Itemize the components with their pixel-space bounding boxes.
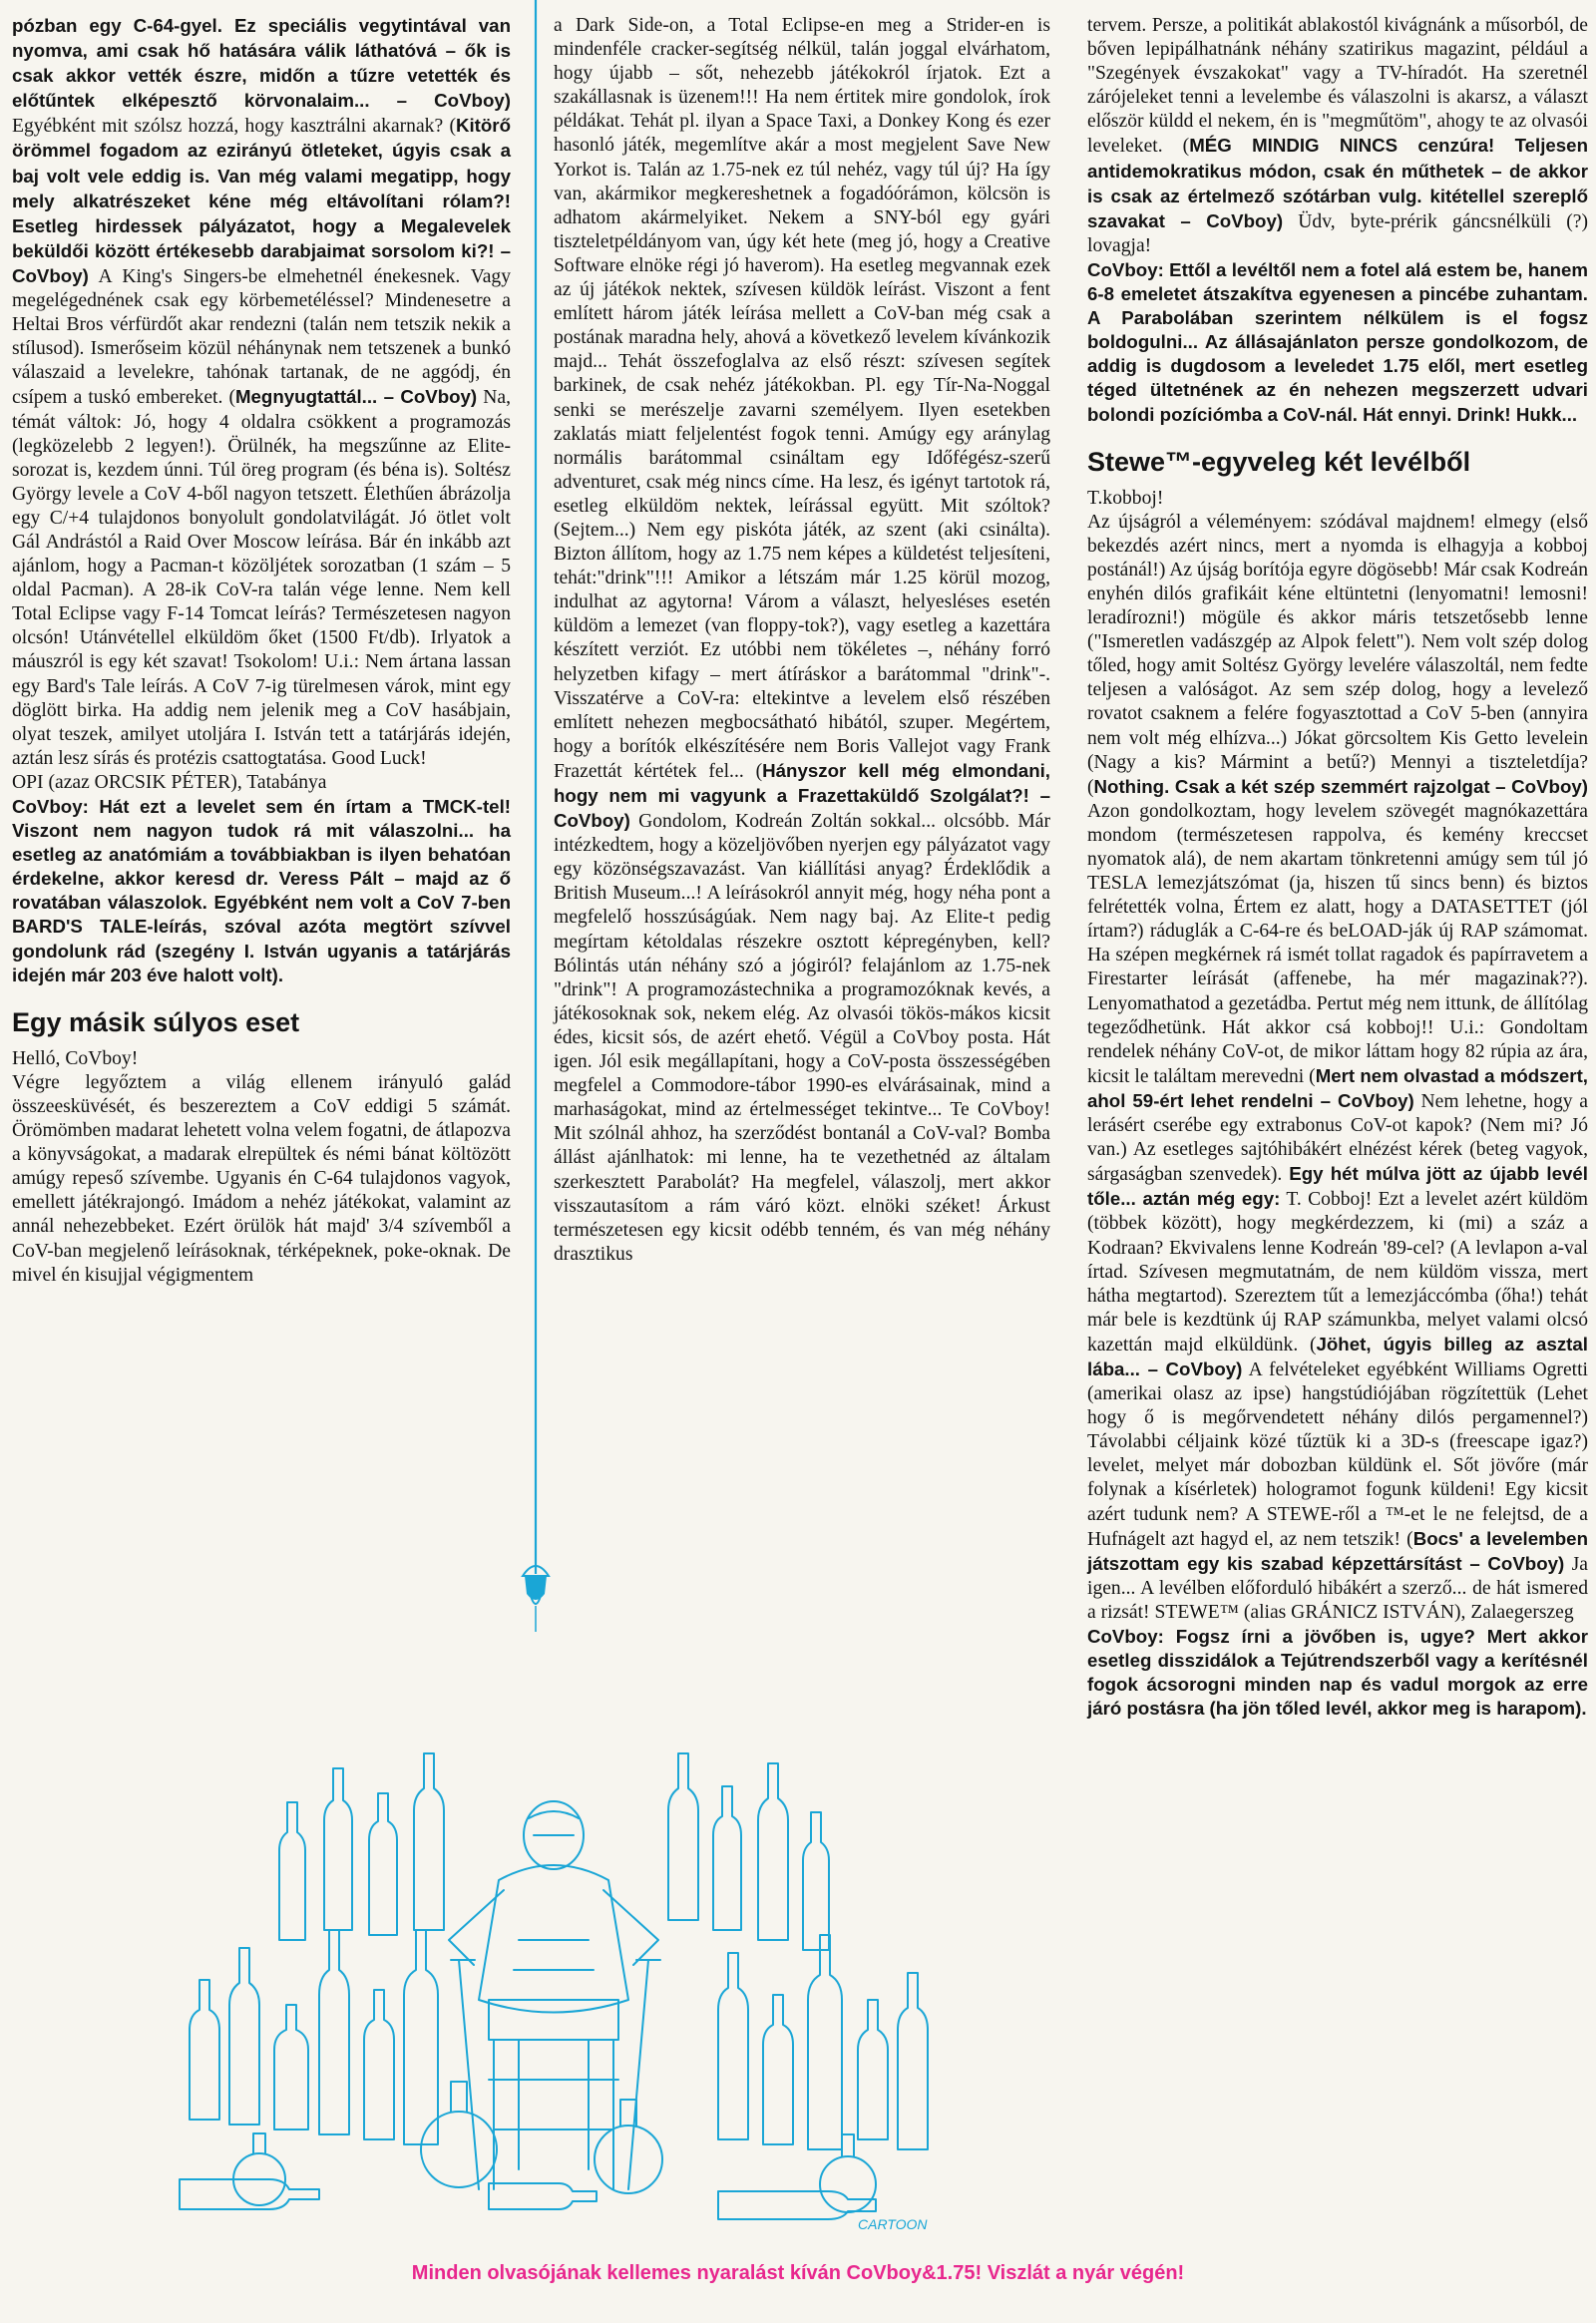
column-left [12,14,511,1286]
cartoon-illustration [160,1741,978,2239]
editor-reply-3: CoVboy: Fogsz írni a jövőben is, ugye? Mert akkor esetleg disszidálok a Tejútrendszerből vagy a kerítésnél fogok ácsorogni minden nap és vadul morgok az erre járó postásra (ha jön tőled levél, akkor meg is harapom). [1087,1626,1588,1720]
letter-2-continued [554,14,1050,1267]
cartoon-signature: CARTOON [858,2216,928,2232]
letter-text: Az újságról a véleményem: szódával majdnem! elmegy (első bekezdés azért nincs, mert a nyomda is elhagyja a kobboj postánál!) Az újság borítója egyre dögösebb! Már csak Kodreán enyhén dilós grafikáit kéne eltüntetni (lenyomatni! lemosni! leradírozni!) mögüle és akkor máris tetszetősebb lenne ("Ismeretlen vadászgép az Alpok felett"). Nem volt szép dolog tőled, hogy amit Soltész György levelére válaszoltál, nem fedte teljesen a valóságot. Az sem szép dolog, hogy a levelező rovatot csaknem a felére fogyasztottad a CoV 5-ben (annyira nem volt még elhízva...) Jókat görcsoltem Kis Getto levelein (Nagy a kis? Mármint a betű?) Mennyi a tiszteletdíja? ( [1087,511,1588,798]
letter-3-body [1087,511,1588,1625]
editor-reply-inline: Hányszor kell még elmondani, hogy nem mi vagyunk a Frazettaküldő Szolgálat?! – CoVboy) [554,759,1050,832]
column-right [1087,14,1588,2238]
letter-1-body [12,14,511,771]
editor-reply-inline: Megnyugtattál... – CoVboy) [234,386,478,408]
letter-text: Ja igen... A levélben előforduló hibákért a szerző... de hát ismered a rizsát! STEWE™ (alias GRÁNICZ ISTVÁN), Zalaegerszeg [1087,1553,1588,1623]
letter-2-body: Végre legyőztem a világ ellenem irányuló galád összeesküvését, és beszereztem a CoV eddigi 5 számát. Örömömben madarat lehetett volna velem fogatni, de átlapozva a könyvságokat, a madarak elrepültek és némi bánat költözött amúgy repeső szívembe. Ugyanis én C-64 tulajdonos vagyok, emellett játékrajongó. Imádom a nehéz játékokat, valamint az annál nehezebbeket. Ezért örülök hát majd' 3/4 szívemből a CoV-ban megjelenő leírásoknak, térképeknek, poke-oknak. De mivel én kisujjal végigmentem [12,1071,511,1286]
section-heading-2: Stewe™-egyveleg két levélből [1087,446,1471,477]
letter-text: Na, témát váltok: Jó, hogy 4 oldalra csökkent a programozás (legközelebb 2 legyen!). Örülnék, ha megszűnne az Elite-sorozat is, kezdem únni. Túl öreg program (és béna is). Soltész György levele a CoV 4-ből nagyon tetszett. Élethűen ábrázolja egy C/+4 tulajdonos bonyolult gondolatvilágát. Jó ötlet volt Gál Andrástól a Raid Over Moscow leírása. Bár én inkább azt ajánlom, hogy a Pacman-t közöljétek sorozatban (1 szám – 5 oldal Pacman). A 28-ik CoV-ra talán vége lenne. Nem kell Total Eclipse vagy F-14 Tomcat leírás? Természetesen nagyon olcsón! Utánvétellel elküldöm őket (1500 Ft/db). Irlyatok a máuszról is egy két szavat! Tsokolom! U.i.: Nem ártana lassan egy Bard's Tale leírás. A CoV 7-ig türelmesen várok, mint egy döglött birka. Ha addig nem jelenik meg a CoV hasábjain, olyat teszek, amilyet utoljára I. István tett a tatárjárás idején, aztán lesz sírás és protézis csattogtatása. Good Luck! [12,387,511,769]
lamp-divider-icon [519,0,553,1636]
letter-text: Nem lehetne, hogy a lerásért cserébe egy extrabonus CoV-ot kapok? (Nem mi? Jó van.) Az esetleges sajtóhibákért elnézést kérek (beteg vagyok, sárgaságban szenvedek). [1087,1090,1588,1186]
letter-text: a Dark Side-on, a Total Eclipse-en meg a Strider-en is mindenféle cracker-segítség nélkül, talán joggal elvárhatom, hogy újabb – sőt, nehezebb játékokról írjatok. Ezt a szakállasnak is üzenem!!! Ha nem értitek mire gondolok, írok példákat. Tehát pl. ilyan a Space Taxi, a Donkey Kong és ezer hasonló játék, megemlítve akár a most megjelent Save New Yorkot is. Talán az 1.75-nek ez túl nehéz, vagy túl új? Ha így van, akármikor megkereshetnek a fogadóórámon, kölcsön is adhatom akármelyiket. Nekem a SNY-ból egy gyári tiszteletpéldányom van, úgy két hete (meg jó, hogy a Creative Software elnöke régi jó haverom). Ha esetleg megvannak ezek az új játékok nektek, szívesen küldök leírást. Viszont a fent említett három játék leírása mellett a CoV-ban még csak a postának maradna hely, ahová a következő levelem kívánkozik majd... Tehát összefoglalva az első részt: szívesen segítek barkinek, de csak nehéz játékokban. Pl. egy Tír-Na-Noggal senki se merészelje zavarni személyem. Ilyen esetekben zaklatás miatt feljelentést fogok tenni. Amúgy egy aránylag normális barátommal csináltam egy Időfégész-szerű adventuret, csak még nincs címe. Ha lesz, és igényt tartotok rá, esetleg elküldöm nektek, leírással együtt. Mit szóltok? (Sejtem...) Nem egy piskóta játék, az szent (aki csinálta). Bizton állítom, hogy az 1.75 nem képes a küldetést teljesíteni, tehát:"drink"!!! Amikor a létszám már 1.25 körül mozog, indulhat az agytorna! Várom a választ, helyesléses esetén küldöm a lemezet (van floppy-tok?), vagy esetleg a kazettára készített verziót. Ez utóbbi nem tökéletes –, néhány forró helyzetben kifagy – mert átíráskor a barátommal "drink"-. Visszatérve a CoV-ra: eltekintve a levelem első részében említett nehezen megbocsátható hibától, szuper. Megértem, hogy a borítók elkészítésére nem Boris Vallejot vagy Frank Frazettát kértétek fel... ( [554,15,1050,782]
letter-text: Üdv, byte-prérik gáncsnélküli (?) lovagja! [1087,210,1588,256]
letter-3-greeting: T.kobboj! [1087,487,1164,509]
editor-reply-inline: Nothing. Csak a két szép szemmért rajzolgat – CoVboy) [1093,775,1588,797]
letter-2-greeting: Helló, CoVboy! [12,1047,139,1069]
editor-reply-inline: Kitörő örömmel fogadom az ezirányú ötleteket, úgyis csak a baj volt vele eddig is. Van még valami megatipp, hogy mely alkatrészeket kéne még eltávolítani rólam?! Esetleg hirdessek pályázatot, hogy a Megalevelek beküldői között értékesebb darabjaimat sorsolom ki?! – CoVboy) [12,115,511,286]
letter-text: Gondolom, Kodreán Zoltán sokkal... olcsóbb. Már intézkedtem, hogy a közeljövőben nyerjen egy pályázatot vagy egy közönségszavazást. Van kiállítási anyag? Érdeklődik a British Museum...! A leírásokról annyit még, hogy néha pont a megfelelő hosszúságúak. Nem nagy baj. Az Elite-t pedig megírtam kétoldalas részekre osztott képregényben, kell? Bólintás után néhány szó a jógiról? felajánlom az 1.75-nek "drink"! A programozástechnika a programozóknak kevés, a játékosoknak sok, nekem elég. Az olvasói tökös-mákos kicsit édes, kicsit sós, de azért ehető. Végül a CoVboy posta. Hát igen. Jól esik megállapítani, hogy a CoV-posta összességében megfelel a Commodore-tábor 1990-es elvárásainak, mind a marhaságokat, mind az értelmességet tekintve... Te CoVboy! Mit szólnál ahhoz, ha szerződést bontanál a CoV-val? Bomba állást ajánlhatok: mi lenne, ha te vezethetnéd az általam szerkesztett Parabolát? Ha megfelel, válaszolj, mert akkor visszautasítom a rám váró közt. elnöki széket! Árkust természetesen egy kicsit odébb tenném, és van még néhány drasztikus [554,811,1050,1265]
footer-banner: Minden olvasójának kellemes nyaralást kíván CoVboy&1.75! Viszlát a nyár végén! [411,2262,1185,2284]
letter-text: A felvételeket egyébként Williams Ogretti (amerikai olasz az ipse) hangstúdiójában rögzítettük (Lehet hogy ő is megőrvendetett néhány dilós pergamennel?) Távolabbi céljaink közé tűztük ki a 3D-s (freescape igaz?) levelet, melyet már dobozban küldünk el. Sőt jövőre (már folynak a kísérletek) hologramot fogunk küldeni! Egy kicsit azért tudunk nem? A STEWE-ről a ™-et le ne felejtsd, de a Hufnágelt azt hagyd el, az nem tetszik! ( [1087,1358,1588,1550]
letter-text: T. Cobboj! Ezt a levelet azért küldöm (többek között), hogy megkérdezzem, ki (mi) a száz a Kodraan? Ekvivalens lenne Kodreán '89-cel? (A levlapon a-val írtad. Szívesen megmutatnám, de nem küldöm vissza, mert hátha megtartod). Szereztem tűt a lemezjáccómba (őha!) tehát már bele is kezdtünk új RAP számunkba, melyet valami olcsó kazettán majd elküldünk. ( [1087,1189,1588,1355]
letter-2-ending [1087,14,1588,258]
editor-reply-inline: Mert nem olvastad a módszert, ahol 59-ért lehet rendelni – CoVboy) [1087,1064,1588,1111]
letter-text: Egyébként mit szólsz hozzá, hogy kasztrálni akarnak? ( [12,116,456,138]
editor-reply-1: CoVboy: Hát ezt a levelet sem én írtam a TMCK-tel! Viszont nem nagyon tudok rá mit válaszolni... ha esetleg az anatómiám a továbbiakban is ilyen behatóan érdekelne, akkor keresd dr. Veress Pált – majd az ő rovatában válaszolok. Egyébként nem volt a CoV 7-ben BARD'S TALE-leírás, szóval azóta megtört szívvel gondolunk rád (szegény I. István ugyanis a tatárjárás idején már 203 éve halott volt). [12,796,511,985]
column-middle [554,14,1050,1628]
letter-text: A King's Singers-be elmehetnél énekesnek. Vagy megelégednének csak egy körbemetéléssel? Mindenesetre a Heltai Bros vérfürdőt akar rendezni (talán nem tetszik nekik a stílusod). Ismerőseim közül néhánynak nem tetszenek a bunkó válaszaid a levelekre, tahónak tartanak, de ne aggódj, én csípem a tuskó embereket. ( [12,265,511,409]
editor-reply-inline: MÉG MINDIG NINCS cenzúra! Teljesen antidemokratikus módon, csak én műthetek – de akkor is csak az értelmező szótárban vulg. kitétellel szereplő szavakat – CoVboy) [1087,135,1588,231]
editor-reply-inline: Bocs' a levelemben játszottam egy kis szabad képzettársítást – CoVboy) [1087,1527,1588,1574]
editor-reply-inline: Egy hét múlva jött az újabb levél tőle... aztán még egy: [1087,1163,1588,1210]
letter-text: tervem. Persze, a politikát ablakostól kivágnánk a műsorból, de bőven lepipálhatnánk néhány szatirikus magazint, például a "Szegények évszakokat" vagy a TV-híradót. Ha szeretnél zárójeleket tenni a levelembe és válaszolni is akarsz, a választ először küldd el nekem, én is "megműtöm", ahogy te az olvasói leveleket. ( [1087,15,1588,158]
editor-reply-2: CoVboy: Ettől a levéltől nem a fotel alá estem be, hanem 6-8 emeletet átszakítva egyenesen a pincébe zuhantam. A Parabolában szerintem nélkülem is el fogsz boldogulni... Az állásajánlaton persze gondolkozom, de addig is dugdosom a leveledet 1.75 elől, mert esetleg téged ültetnének az én nehezen megszerzett udvari bolondi pozíciómba a CoV-nál. Hát ennyi. Drink! Hukk... [1087,258,1588,425]
letter-text: Azon gondolkoztam, hogy levelem szövegét magnókazettára mondom (természetesen rappolva, és kemény kreccset nyomatok alá), de nem akartam tönkretenni amúgy sem túl jó TESLA lemezjátszómat (ja, hiszen tű sincs benn) és biztos felrétették volna, Értem ez alatt, hogy a DATASETTET (jól írtam?) ráduglák a C-64-re és beLOAD-ják új RAP számomat. Ha szépen megkérnek rá ismét tollat ragadok és papírravetem a Firestarter leírását (affenebe, ha mér magazinak??). Lenyomathatod a gezetádba. Pertut még nem ittunk, de állítólag tegeződhetünk. Hát akkor csá kobboj!! U.i.: Gondoltam rendelek néhány CoV-ot, de mikor láttam hogy 82 rúpia az ára, kicsit le találtam merevedni ( [1087,800,1588,1087]
letter-1-signature: OPI (azaz ORCSIK PÉTER), Tatabánya [12,771,327,793]
section-heading-1: Egy másik súlyos eset [12,1006,300,1037]
editor-reply-inline: pózban egy C-64-gyel. Ez speciális vegytintával van nyomva, ami csak hő hatására válik láthatóvá – ők is csak akkor vették észre, midőn a tűzre vetették és előtűntek elképesztő körvonalaim... – CoVboy) [12,15,511,112]
editor-reply-inline: Jöhet, úgyis billeg az asztal lába... – CoVboy) [1087,1333,1588,1379]
